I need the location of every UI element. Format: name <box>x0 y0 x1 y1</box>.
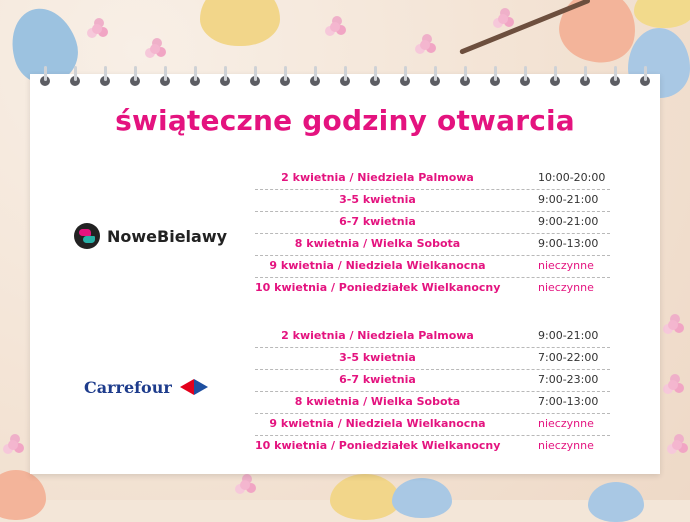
flower-decoration <box>8 440 18 450</box>
store-name: NoweBielawy <box>107 226 228 246</box>
schedule-row <box>255 391 610 414</box>
schedule-row <box>255 369 610 392</box>
day-label: 9 kwietnia / Niedziela Wielkanocna <box>269 259 486 272</box>
day-label: 2 kwietnia / Niedziela Palmowa <box>281 171 474 184</box>
flower-decoration <box>668 320 678 330</box>
carrefour-logo <box>84 374 212 400</box>
binder-holes <box>30 66 660 90</box>
day-label: 2 kwietnia / Niedziela Palmowa <box>281 329 474 342</box>
day-label: 6-7 kwietnia <box>339 373 416 386</box>
day-label: 8 kwietnia / Wielka Sobota <box>294 237 461 250</box>
page-title: świąteczne godziny otwarcia <box>115 104 575 137</box>
hours-value: nieczynne <box>538 417 594 430</box>
schedule-row <box>255 255 610 278</box>
hours-value: 9:00-13:00 <box>538 237 599 250</box>
day-label: 3-5 kwietnia <box>339 351 416 364</box>
day-label: 9 kwietnia / Niedziela Wielkanocna <box>269 417 486 430</box>
flower-decoration <box>498 14 508 24</box>
schedule-row <box>255 233 610 256</box>
schedule-row <box>255 325 610 348</box>
hours-value: 9:00-21:00 <box>538 193 599 206</box>
schedule-row <box>255 277 610 299</box>
flower-decoration <box>668 380 678 390</box>
day-label: 10 kwietnia / Poniedziałek Wielkanocny <box>255 281 501 294</box>
schedule-row <box>255 167 610 190</box>
flower-decoration <box>420 40 430 50</box>
nowebielawy-logo <box>74 221 227 251</box>
schedule-row <box>255 347 610 370</box>
hours-value: 9:00-21:00 <box>538 329 599 342</box>
flower-decoration <box>672 440 682 450</box>
easter-egg-decoration <box>330 474 400 520</box>
day-label: 6-7 kwietnia <box>339 215 416 228</box>
hours-value: 7:00-13:00 <box>538 395 599 408</box>
schedule-row <box>255 413 610 436</box>
hours-value: 9:00-21:00 <box>538 215 599 228</box>
hours-value: nieczynne <box>538 281 594 294</box>
hours-value: 7:00-23:00 <box>538 373 599 386</box>
day-label: 10 kwietnia / Poniedziałek Wielkanocny <box>255 439 501 452</box>
schedule-row <box>255 435 610 457</box>
day-label: 8 kwietnia / Wielka Sobota <box>294 395 461 408</box>
hours-value: 10:00-20:00 <box>538 171 606 184</box>
flower-decoration <box>330 22 340 32</box>
schedule-row <box>255 189 610 212</box>
nowebielawy-logo-icon <box>74 223 100 249</box>
flower-decoration <box>92 24 102 34</box>
hours-value: 7:00-22:00 <box>538 351 599 364</box>
easter-egg-decoration <box>588 482 644 522</box>
schedule-row <box>255 211 610 234</box>
flower-decoration <box>240 480 250 490</box>
store-name: Carrefour <box>84 377 172 397</box>
hours-value: nieczynne <box>538 439 594 452</box>
day-label: 3-5 kwietnia <box>339 193 416 206</box>
hours-value: nieczynne <box>538 259 594 272</box>
carrefour-logo-icon <box>178 376 212 398</box>
easter-egg-decoration <box>392 478 452 518</box>
flower-decoration <box>150 44 160 54</box>
